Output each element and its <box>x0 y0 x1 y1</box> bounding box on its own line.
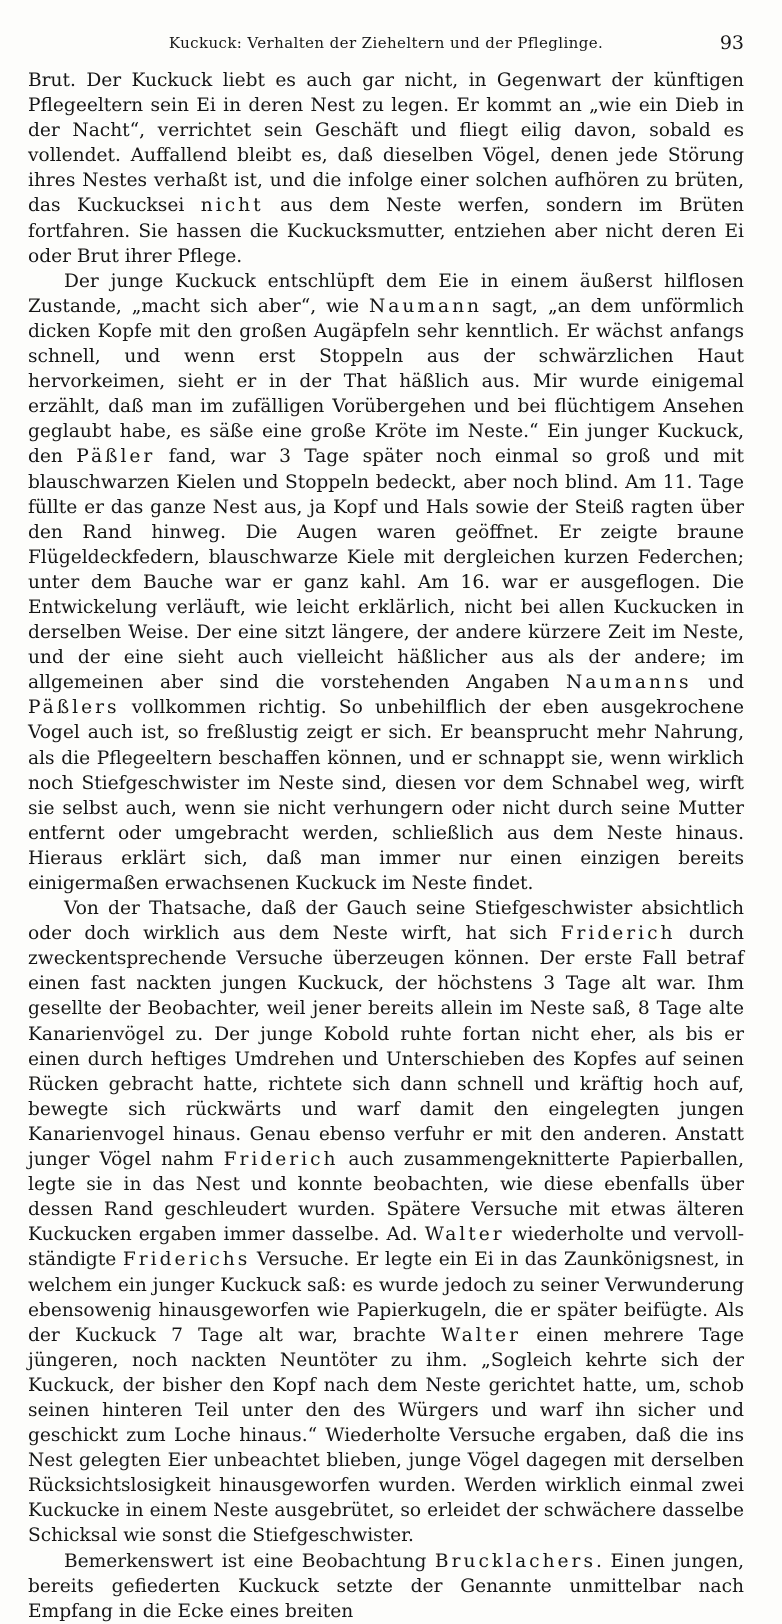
text-run: . Einen jungen, bereits gefiederten Kuckuck setzte der Genannte unmittelbar nach Empfang in die Ecke eines breiten <box>28 1550 744 1622</box>
text-run: auch zusammengeknitterte Papierballen, legte sie in das Nest und konnte beobachten, wie diese ebenfalls über dessen Rand geschleudert wurden. Spätere Versuche mit etwas älteren Kuckucken ergaben immer dasselbe. Ad. <box>28 1149 744 1246</box>
text-run: vollkommen richtig. So unbehilflich der eben ausgekrochene Vogel auch ist, so freßlustig zeigt er sich. Er beansprucht mehr Nahrung, als die Pflegeeltern beschaffen können, und er schnappt sie, wenn wirklich noch Stiefgeschwister im Neste sind, diesen vor dem Schnabel weg, wirft sie selbst auch, wenn sie nicht verhungern oder nicht durch seine Mutter entfernt oder umgebracht werden, schließlich aus dem Neste hinaus. Hieraus erklärt sich, daß man immer nur einen einzigen bereits einigermaßen erwachsenen Kuckuck im Neste findet. <box>28 697 744 894</box>
text-run: wiederholte und vervollständigte <box>28 1224 744 1271</box>
emphasized-name: Päßler <box>76 446 156 468</box>
paragraph <box>28 1549 744 1624</box>
text-run: durch zweckentsprechende Versuche überzeugen können. Der erste Fall betraf einen fast nackten jungen Kuckuck, der höchstens 3 Tage alt war. Ihm gesellte der Beobachter, weil jener bereits allein im Neste saß, 8 Tage alte Kanarienvögel zu. Der junge Kobold ruhte fortan nicht eher, als bis er einen durch heftiges Umdrehen und Unterschieben des Kopfes auf seinen Rücken gebracht hatte, richtete sich dann schnell und kräftig hoch auf, bewegte sich rückwärts und warf damit den eingelegten jungen Kanarienvogel hinaus. Genau ebenso verfuhr er mit den anderen. Anstatt junger Vögel nahm <box>28 923 744 1171</box>
page-number: 93 <box>719 32 744 54</box>
emphasized-name: Friderich <box>223 1149 339 1171</box>
text-run: Der junge Kuckuck entschlüpft dem Eie in einem äußerst hilflosen Zustande, „macht sich aber“, wie <box>28 270 744 317</box>
emphasized-name: Friderich <box>560 923 676 945</box>
emphasized-name: Naumann <box>369 295 483 317</box>
text-run: einen mehrere Tage jüngeren, noch nackten Neuntöter zu ihm. „Sogleich kehrte sich der Kuckuck, der bisher den Kopf nach dem Neste gerichtet hatte, um, schob seinen hinteren Teil unter den des Würgers und warf ihn sicher und geschickt zum Loche hinaus.“ Wiederholte Versuche ergaben, daß die ins Nest gelegten Eier unbeachtet blieben, junge Vögel dagegen mit derselben Rücksichtslosigkeit hinausgeworfen wurden. Werden wirklich einmal zwei Kuckucke in einem Neste ausgebrütet, so erleidet der schwächere dasselbe Schicksal wie sonst die Stiefgeschwister. <box>28 1324 744 1547</box>
text-run: Versuche. Er legte ein Ei in das Zaunkönigsnest, in welchem ein junger Kuckuck saß: es wurde jedoch zu seiner Verwunderung ebensowenig hinausgeworfen wie Papierkugeln, die er später beifügte. Als der Kuckuck 7 Tage alt war, brachte <box>28 1249 744 1346</box>
text-run: Von der Thatsache, daß der Gauch seine Stiefgeschwister absichtlich oder doch wirklich aus dem Neste wirft, hat sich <box>28 898 744 945</box>
text-run: fand, war 3 Tage später noch einmal so groß und mit blauschwarzen Kielen und Stoppeln bedeckt, aber noch blind. Am 11. Tage füllte er das ganze Nest aus, ja Kopf und Hals sowie der Steiß ragten über den Rand hinweg. Die Augen waren geöffnet. Er zeigte braune Flügeldeckfedern, blauschwarze Kiele mit dergleichen kurzen Federchen; unter dem Bauche war er ganz kahl. Am 16. war er ausgeflogen. Die Entwickelung verläuft, wie leicht erklärlich, nicht bei allen Kuckucken in derselben Weise. Der eine sitzt längere, der andere kürzere Zeit im Neste, und der eine sieht auch vielleicht häßlicher aus als der andere; im allgemeinen aber sind die vorstehenden Angaben <box>28 446 744 694</box>
paragraph <box>28 896 744 1548</box>
emphasized-name: nicht <box>200 195 264 217</box>
paragraph <box>28 269 744 896</box>
text-run: aus dem Neste werfen, sondern im Brüten fortfahren. Sie hassen die Kuckucksmutter, entziehen aber nicht deren Ei oder Brut ihrer Pflege. <box>28 195 744 267</box>
emphasized-name: Naumanns <box>565 672 692 694</box>
running-head: Kuckuck: Verhalten der Zieheltern und der Pfleglinge. <box>168 34 604 52</box>
text-run: sagt, „an dem unförmlich dicken Kopfe mit den großen Augäpfeln sehr kenntlich. Er wächst anfangs schnell, und wenn erst Stoppeln aus der schwärzlichen Haut hervorkeimen, sieht er in der That häßlich aus. Mir wurde einigemal erzählt, daß man im zufälligen Vorübergehen und bei flüchtigem Ansehen geglaubt habe, es säße eine große Kröte im Neste.“ Ein junger Kuckuck, den <box>28 295 744 468</box>
paragraph <box>28 68 744 269</box>
text-run: Brut. Der Kuckuck liebt es auch gar nicht, in Gegenwart der künftigen Pflegeeltern sein Ei in deren Nest zu legen. Er kommt an „wie ein Dieb in der Nacht“, verrichtet sein Geschäft und fliegt eilig davon, sobald es vollendet. Auffallend bleibt es, daß dieselben Vögel, denen jede Störung ihres Nestes verhaßt ist, und die infolge einer solchen aufhören zu brüten, das Kuckucksei <box>28 70 744 217</box>
text-run: Bemerkenswert ist eine Beobachtung <box>64 1550 435 1572</box>
emphasized-name: Brucklachers <box>434 1550 596 1572</box>
emphasized-name: Friderichs <box>122 1249 251 1271</box>
emphasized-name: Walter <box>424 1224 505 1246</box>
emphasized-name: Walter <box>441 1324 521 1346</box>
page-header <box>28 34 744 68</box>
body-text <box>28 68 744 1624</box>
text-run: und <box>691 672 744 694</box>
emphasized-name: Päßlers <box>28 697 120 719</box>
